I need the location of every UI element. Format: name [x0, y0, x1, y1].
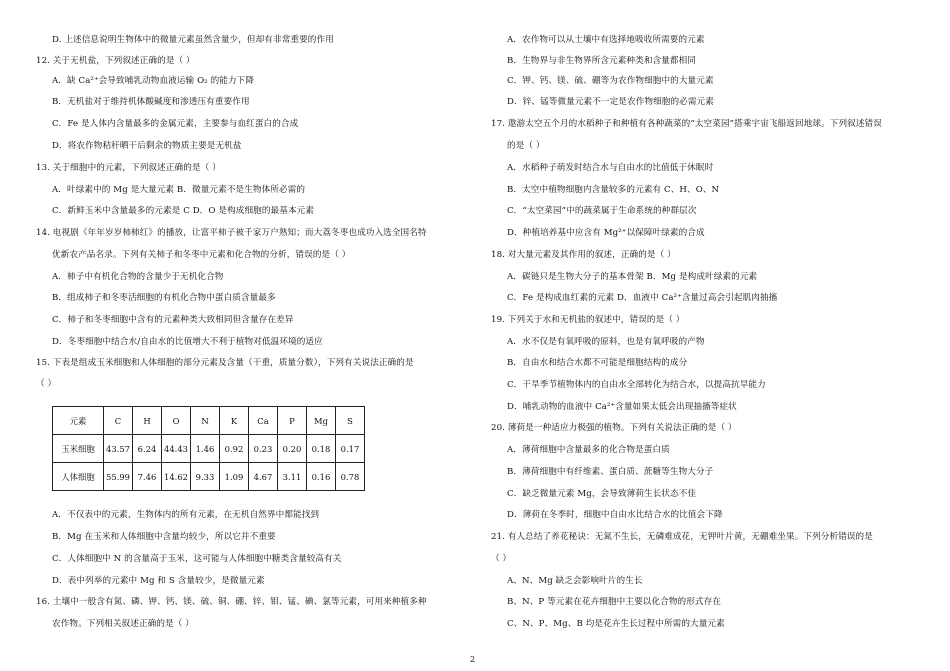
table-cell: 玉米细胞 [53, 435, 104, 463]
table-row [53, 463, 365, 491]
text-line: 20. 薄荷是一种适应力极强的植物。下列有关说法正确的是（ ） [491, 423, 737, 433]
text-line: 16. 土壤中一般含有氮、磷、钾、钙、镁、硫、铜、硼、锌、钼、锰、碘、氯等元素，可用来种植多种 [36, 597, 427, 607]
text-line: 18. 对大量元素及其作用的叙述，正确的是（ ） [491, 250, 676, 260]
page-number: 2 [470, 655, 476, 664]
text-line: A．农作物可以从土壤中有选择地吸收所需要的元素 [507, 35, 705, 45]
table-cell: 55.99 [104, 463, 133, 491]
table-header-cell: 元素 [53, 407, 104, 435]
text-line: A．水稻种子萌发时结合水与自由水的比值低于休眠时 [507, 163, 714, 173]
text-line: C．Fe 是构成血红素的元素 D．血液中 Ca²⁺含量过高会引起肌肉抽搐 [507, 293, 778, 303]
text-line: 19. 下列关于水和无机盐的叙述中，错误的是（ ） [491, 315, 685, 325]
text-line: C、N、P、Mg、B 均是花卉生长过程中所需的大量元素 [507, 619, 725, 629]
table-cell: 7.46 [133, 463, 162, 491]
text-line: B、N、P 等元素在花卉细胞中主要以化合物的形式存在 [507, 597, 722, 607]
table-cell: 0.18 [307, 435, 336, 463]
table-header-row [53, 407, 365, 435]
text-line: C．新鲜玉米中含量最多的元素是 C D．O 是构成细胞的最基本元素 [52, 206, 315, 216]
table-header-cell: O [162, 407, 191, 435]
text-line: A．缺 Ca²⁺会导致哺乳动物血液运输 O₂ 的能力下降 [52, 76, 255, 86]
table-cell: 0.78 [336, 463, 365, 491]
table-cell: 0.20 [278, 435, 307, 463]
table-cell: 0.23 [249, 435, 278, 463]
text-line: 优新农产品名录。下列有关柿子和冬枣中元素和化合物的分析，错误的是（ ） [52, 250, 351, 260]
text-line: 的是（ ） [507, 141, 545, 151]
table-cell: 4.67 [249, 463, 278, 491]
text-line: B．太空中植物细胞内含量较多的元素有 C、H、O、N [507, 185, 720, 195]
text-line: 13. 关于细胞中的元素，下列叙述正确的是（ ） [36, 163, 221, 173]
text-line: 21. 有人总结了养花秘诀：无氮不生长，无磷难成花，无钾叶片黄，无硼难坐果。下列分析错误的是 [491, 532, 873, 542]
text-line: A．不仅表中的元素，生物体内的所有元素，在无机自然界中都能找到 [52, 510, 320, 520]
table-cell: 9.33 [191, 463, 220, 491]
table-cell: 0.16 [307, 463, 336, 491]
text-line: A、N、Mg 缺乏会影响叶片的生长 [507, 576, 643, 586]
text-line: C．Fe 是人体内含量最多的金属元素，主要参与血红蛋白的合成 [52, 119, 299, 129]
table-cell: 1.46 [191, 435, 220, 463]
text-line: C．钾、钙、镁、硫、硼等为农作物细胞中的大量元素 [507, 76, 714, 86]
table-cell: 人体细胞 [53, 463, 104, 491]
table-cell: 1.09 [220, 463, 249, 491]
text-line: D．种植培养基中应含有 Mg²⁺以保障叶绿素的合成 [507, 228, 705, 238]
table-cell: 14.62 [162, 463, 191, 491]
table-row [53, 435, 365, 463]
table-header-cell: S [336, 407, 365, 435]
table-header-cell: Ca [249, 407, 278, 435]
text-line: 17. 遨游太空五个月的水稻种子和种植有各种蔬菜的“太空菜园”搭乘宇宙飞船返回地球。下列叙述错误 [491, 119, 882, 129]
text-line: D．薄荷在冬季时，细胞中自由水比结合水的比值会下降 [507, 510, 723, 520]
text-line: D. 上述信息说明生物体中的微量元素虽然含量少，但却有非常重要的作用 [52, 35, 334, 45]
text-line: D．表中列举的元素中 Mg 和 S 含量较少，是微量元素 [52, 576, 265, 586]
text-line: C．干旱季节植物体内的自由水全部转化为结合水，以提高抗旱能力 [507, 380, 766, 390]
text-line: （ ） [491, 554, 512, 564]
table-cell: 0.92 [220, 435, 249, 463]
text-line: B．薄荷细胞中有纤维素、蛋白质、蔗糖等生物大分子 [507, 467, 714, 477]
text-line: B．组成柿子和冬枣活细胞的有机化合物中蛋白质含量最多 [52, 293, 276, 303]
text-line: C．人体细胞中 N 的含量高于玉米，这可能与人体细胞中糖类含量较高有关 [52, 554, 342, 564]
text-line: A．叶绿素中的 Mg 是大量元素 B．微量元素不是生物体所必需的 [52, 185, 306, 195]
text-line: 14. 电视剧《年年岁岁柿柿红》的播放，让富平柿子被千家万户熟知；而大荔冬枣也成功入选全国名特 [36, 228, 427, 238]
text-line: C．缺乏微量元素 Mg，会导致薄荷生长状态不佳 [507, 489, 697, 499]
text-line: D．锌、锰等微量元素不一定是农作物细胞的必需元素 [507, 97, 714, 107]
text-line: B．生物界与非生物界所含元素种类和含量都相同 [507, 56, 696, 66]
text-line: B．无机盐对于维持机体酸碱度和渗透压有重要作用 [52, 97, 250, 107]
text-line: B．自由水和结合水都不可能是细胞结构的成分 [507, 358, 688, 368]
table-header-cell: N [191, 407, 220, 435]
text-line: A．碳链只是生物大分子的基本骨架 B．Mg 是构成叶绿素的元素 [507, 272, 758, 282]
text-line: 农作物。下列相关叙述正确的是（ ） [52, 619, 194, 629]
table-cell: 43.57 [104, 435, 133, 463]
text-line: 15. 下表是组成玉米细胞和人体细胞的部分元素及含量（干重，质量分数），下列有关说法正确的是 [36, 358, 414, 368]
table-cell: 3.11 [278, 463, 307, 491]
text-line: A．柿子中有机化合物的含量少于无机化合物 [52, 272, 224, 282]
table-header-cell: H [133, 407, 162, 435]
text-line: A．薄荷细胞中含量最多的化合物是蛋白质 [507, 445, 670, 455]
table-cell: 6.24 [133, 435, 162, 463]
table-cell: 0.17 [336, 435, 365, 463]
table-header-cell: K [220, 407, 249, 435]
table-header-cell: P [278, 407, 307, 435]
text-line: D．冬枣细胞中结合水/自由水的比值增大不利于植物对低温环境的适应 [52, 337, 323, 347]
text-line: D．将农作物秸秆晒干后剩余的物质主要是无机盐 [52, 141, 242, 151]
text-line: A．水不仅是有氧呼吸的原料，也是有氧呼吸的产物 [507, 337, 705, 347]
text-line: （ ） [36, 379, 57, 389]
text-line: C．柿子和冬枣细胞中含有的元素种类大致相同但含量存在差异 [52, 315, 294, 325]
table-header-cell: Mg [307, 407, 336, 435]
text-line: D．哺乳动物的血液中 Ca²⁺含量如果太低会出现抽搐等症状 [507, 402, 737, 412]
table-header-cell: C [104, 407, 133, 435]
table-cell: 44.43 [162, 435, 191, 463]
element-content-table [52, 406, 365, 491]
text-line: B．Mg 在玉米和人体细胞中含量均较少，所以它并不重要 [52, 532, 276, 542]
text-line: C．“太空菜园”中的蔬菜属于生命系统的种群层次 [507, 206, 697, 216]
text-line: 12. 关于无机盐，下列叙述正确的是（ ） [36, 56, 195, 66]
